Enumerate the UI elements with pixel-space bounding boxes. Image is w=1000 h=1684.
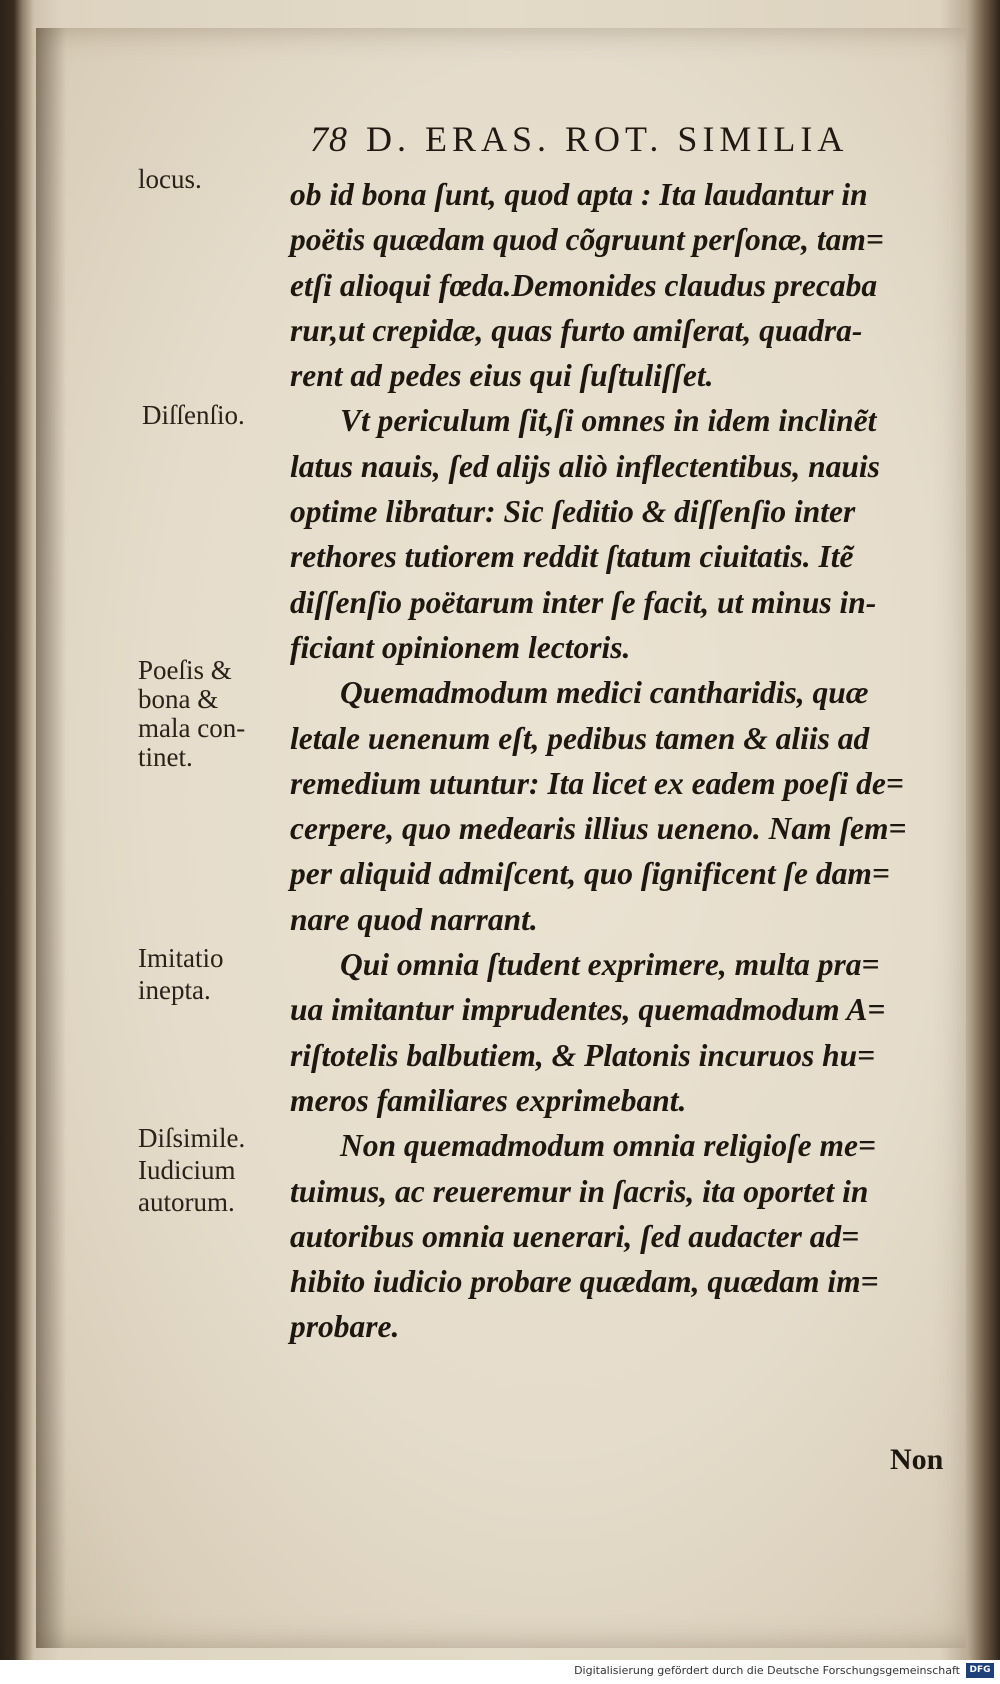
text-line: autoribus omnia uenerari, ſed audacter ad= (290, 1218, 860, 1254)
catchword: Non (890, 1443, 944, 1476)
text-line: rur,ut crepidæ, quas furto amiſerat, quadra- (290, 312, 863, 348)
text-line: nare quod narrant. (290, 901, 538, 937)
text-line: optime libratur: Sic ſeditio & diſſenſio inter (290, 494, 856, 530)
digitization-footer (0, 1660, 1000, 1684)
page-number: 78 (310, 119, 348, 159)
text-line: cerpere, quo medearis illius ueneno. Nam ſem= (290, 811, 907, 847)
text-line: etſi alioqui fœda.Demonides claudus precaba (290, 267, 878, 303)
text-line: Qui omnia ſtudent exprimere, multa pra= (340, 947, 880, 983)
margin-note-poesis: Poeſis & bona & mala con- tinet. (138, 655, 246, 772)
margin-note-dissensio: Diſſenſio. (142, 400, 245, 430)
page-gutter-shadow (36, 28, 66, 1648)
margin-note-locus: locus. (138, 164, 202, 194)
text-line: Vt periculum ſit,ſi omnes in idem inclinẽt (340, 403, 877, 439)
text-line: remedium utuntur: Ita licet ex eadem poeſi de= (290, 765, 904, 801)
text-line: meros familiares exprimebant. (290, 1082, 687, 1118)
text-line: probare. (290, 1309, 400, 1345)
body-text (290, 172, 970, 1350)
text-line: rent ad pedes eius qui ſuſtuliſſet. (290, 358, 714, 394)
dfg-logo: DFG (966, 1663, 994, 1678)
text-line: rethores tutiorem reddit ſtatum ciuitatis. Itẽ (290, 539, 854, 575)
text-line: per aliquid admiſcent, quo ſignificent ſe dam= (290, 856, 890, 892)
footer-credit: Digitalisierung gefördert durch die Deutsche Forschungsgemeinschaft (574, 1664, 960, 1677)
text-line: tuimus, ac reueremur in ſacris, ita oportet in (290, 1173, 869, 1209)
text-line: poëtis quædam quod cõgruunt perſonæ, tam= (290, 222, 884, 258)
margin-note-imitatio: Imitatio inepta. (138, 943, 224, 1005)
running-head-title: D. ERAS. ROT. SIMILIA (366, 119, 849, 159)
text-line: diſſenſio poëtarum inter ſe facit, ut minus in- (290, 584, 877, 620)
text-line: latus nauis, ſed alijs aliò inflectentibus, nauis (290, 448, 880, 484)
text-line: ua imitantur imprudentes, quemadmodum A= (290, 992, 886, 1028)
text-line: ficiant opinionem lectoris. (290, 629, 631, 665)
text-line: hibito iudicio probare quædam, quædam im= (290, 1264, 879, 1300)
text-line: ob id bona ſunt, quod apta : Ita laudantur in (290, 177, 868, 212)
text-line: Non quemadmodum omnia religioſe me= (340, 1128, 876, 1164)
text-line: riſtotelis balbutiem, & Platonis incuruos hu= (290, 1037, 876, 1073)
running-header (310, 118, 960, 160)
margin-note-dissimile: Diſsimile. Iudicium autorum. (138, 1123, 246, 1217)
text-line: Quemadmodum medici cantharidis, quæ (340, 675, 869, 711)
text-line: letale uenenum eſt, pedibus tamen & aliis ad (290, 720, 870, 756)
